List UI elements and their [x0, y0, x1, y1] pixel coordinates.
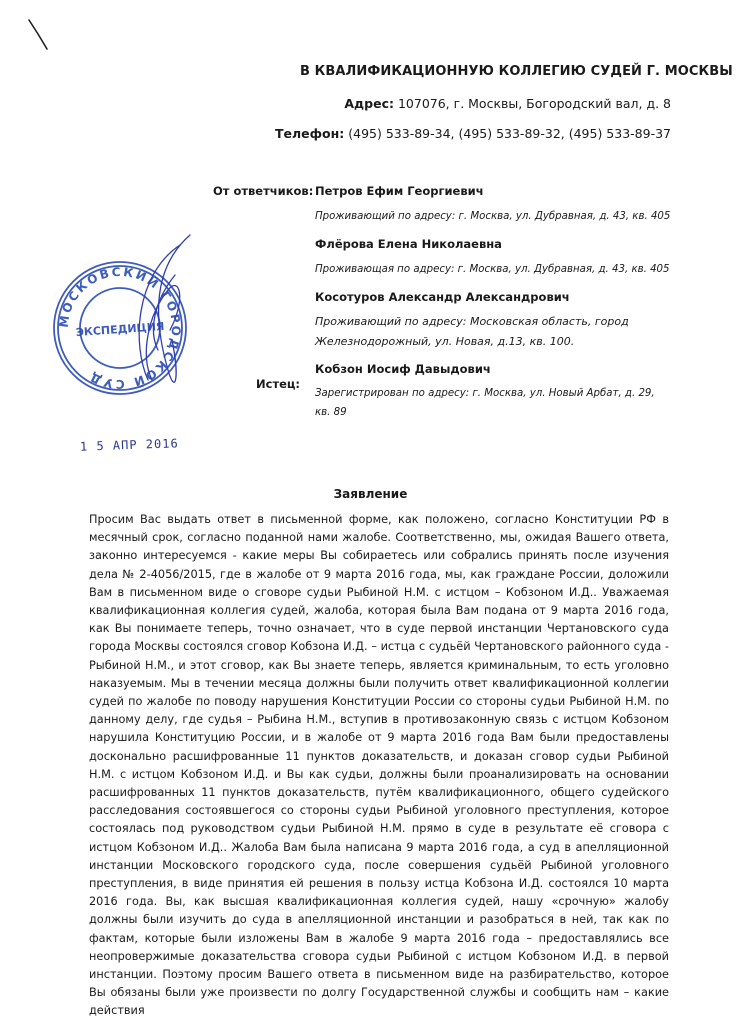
respondents-label: От ответчиков: — [213, 184, 314, 198]
party-address: Проживающий по адресу: г. Москва, ул. Дубравная, д. 43, кв. 405 — [315, 211, 671, 222]
pen-mark-icon — [26, 18, 50, 52]
address-label: Адрес: — [344, 96, 394, 111]
party-address: Проживающая по адресу: г. Москва, ул. Дубравная, д. 43, кв. 405 — [315, 264, 670, 275]
party-name: Петров Ефим Георгиевич — [315, 184, 484, 198]
address-value: 107076, г. Москвы, Богородский вал, д. 8 — [397, 96, 671, 111]
address-line — [344, 96, 671, 111]
party-name: Косотуров Александр Александрович — [315, 290, 570, 304]
plaintiff-label: Истец: — [256, 377, 301, 391]
stamp-center-text: ЭКСПЕДИЦИЯ — [75, 319, 165, 340]
stamp-ring-text: МОСКОВСКИЙ ГОРОДСКОЙ СУД — [56, 264, 184, 392]
phone-label: Телефон: — [275, 126, 345, 141]
addressee-title: В КВАЛИФИКАЦИОННУЮ КОЛЛЕГИЮ СУДЕЙ Г. МОСКВЫ — [300, 64, 733, 79]
party-address: Зарегистрирован по адресу: г. Москва, ул. Новый Арбат, д. 29, кв. 89 — [315, 388, 655, 418]
statement-body: Просим Вас выдать ответ в письменной форме, как положено, согласно Конституции РФ в месячный срок, согласно поданной нами жалобе. Соответственно, мы, ожидая Вашего ответа, законно интересуемся - какие меры Вы собираетесь или собрались принять после изучения дела № 2-4056/2015, где в жалобе от 9 марта 2016 года, мы, как граждане России, доложили Вам в письменном виде о сговоре судьи Рыбиной Н.М. с истцом – Кобзоном И.Д.. Уважаемая квалификационная коллегия судей, жалоба, которая была Вам подана от 9 марта 2016 года, как Вы понимаете теперь, точно означает, что в суде первой инстанции Чертановского суда города Москвы состоялся сговор Кобзона И.Д. – истца с судьёй Чертановского районного суда - Рыбиной Н.М., и этот сговор, как Вы знаете теперь, является криминальным, то есть уголовно наказуемым. Мы в течении месяца должны были получить ответ квалификационной коллегии судей по жалобе по поводу нарушения Конституции России со стороны судьи Рыбиной Н.М. по данному делу, где судья – Рыбина Н.М., вступив в противозаконную связь с истцом Кобзоном нарушила Конституцию России, и в жалобе от 9 марта 2016 года Вам были предоставлены досконально расшифрованные 11 пунктов доказательств, и доказан сговор судьи Рыбиной Н.М. с истцом Кобзоном И.Д. и Вы как судьи, должны были проанализировать на основании расшифрованных 11 пунктов доказательств, путём квалификационного, общего судейского расследования состоявшегося со стороны судьи Рыбиной уголовного преступления, которое состоялась под руководством судьи Рыбиной Н.М. прямо в суде в результате её сговора с истцом Кобзоном И.Д.. Жалоба Вам была написана 9 марта 2016 года, а суд в апелляционной инстанции Московского городского суда, после совершения судьёй Рыбиной уголовного преступления, в виде принятия ей решения в пользу истца Кобзона И.Д. состоялся 10 марта 2016 года. Вы, как высшая квалификационная коллегия судей, нашу «срочную» жалобу должны были изучить до суда в апелляционной инстанции и разобраться в ней, так как по фактам, которые были изложены Вам в жалобе 9 марта 2016 года – предоставлялись все неопровержимые доказательства сговора судьи Рыбиной с истцом Кобзоном И.Д. в первой инстанции. Поэтому просим Вашего ответа в письменном виде на разбирательство, которое Вы обязаны были уже произвести по долгу Государственной службы и сообщить нам – какие действия — [89, 513, 669, 1018]
party-name: Кобзон Иосиф Давыдович — [315, 362, 491, 376]
phone-value: (495) 533-89-34, (495) 533-89-32, (495) 533-89-37 — [348, 126, 671, 141]
statement-title: Заявление — [333, 487, 408, 501]
phone-line — [275, 126, 671, 141]
party-address: Проживающий по адресу: Московская область, город Железнодорожный, ул. Новая, д.13, кв. 100. — [315, 315, 629, 348]
stamp-date: 1 5 АПР 2016 — [79, 436, 179, 454]
party-name: Флёрова Елена Николаевна — [315, 237, 502, 251]
court-stamp-icon — [40, 230, 200, 405]
